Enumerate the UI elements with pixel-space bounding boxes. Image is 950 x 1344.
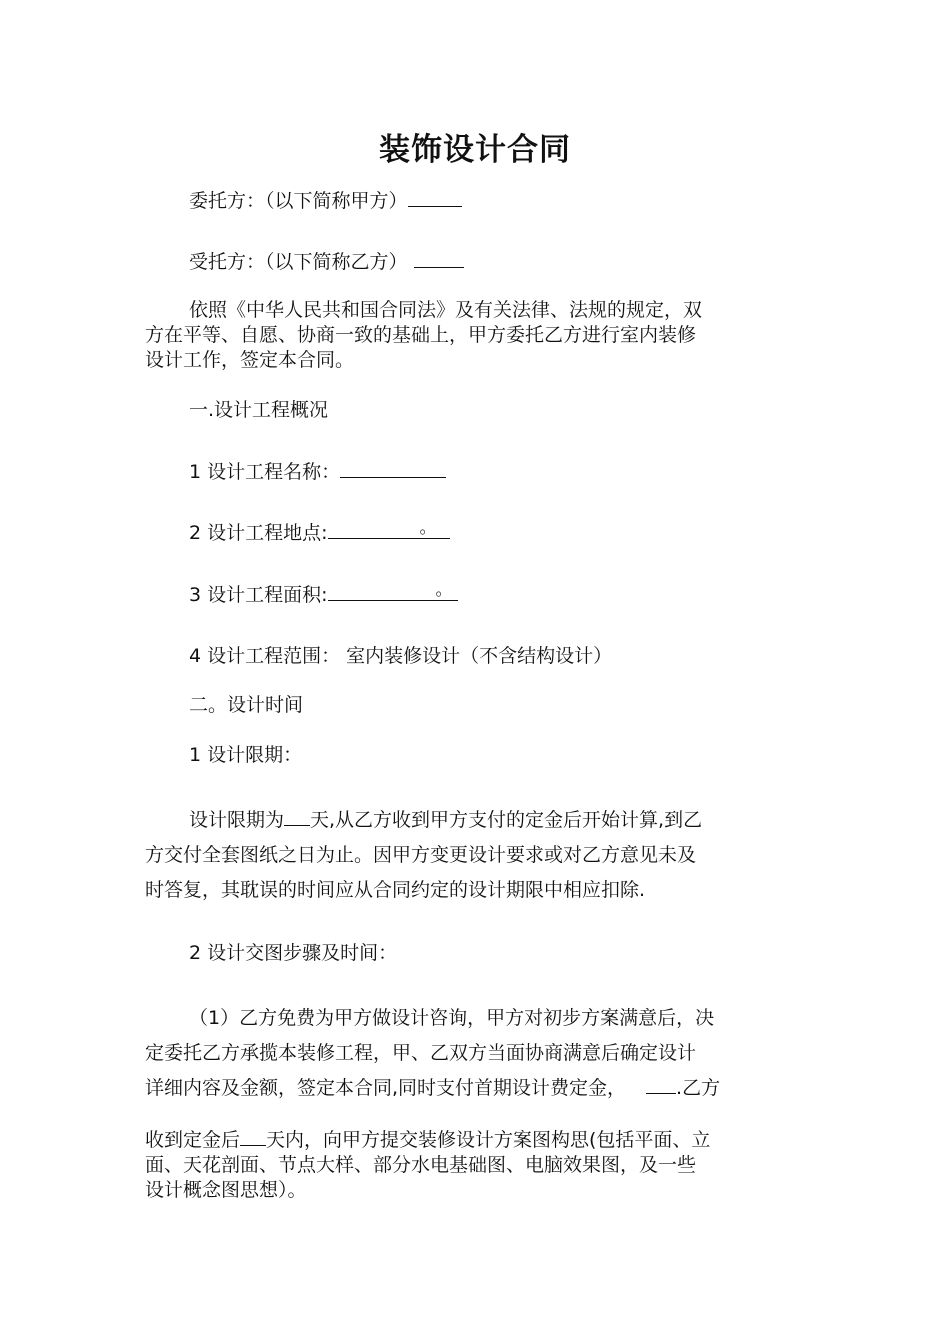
- section2-heading: 二。设计时间: [189, 694, 304, 716]
- period-text-b: 天,从乙方收到甲方支付的定金后开始计算,到乙: [310, 809, 703, 831]
- step1-line: 设计概念图思想）。: [145, 1179, 307, 1201]
- step1-text-b: .乙方: [676, 1077, 721, 1099]
- client-label: 委托方：（以下简称甲方）: [189, 190, 408, 212]
- submit-days-blank: [240, 1127, 266, 1146]
- step1-text-c: 收到定金后: [145, 1129, 241, 1151]
- project-name-line: [189, 459, 446, 484]
- design-period-subheading: 1 设计限期：: [189, 744, 303, 766]
- intro-line: 设计工作，签定本合同。: [145, 349, 355, 371]
- deposit-blank: [646, 1075, 676, 1094]
- contractor-line: [189, 249, 464, 274]
- client-line: [189, 188, 462, 213]
- delivery-steps-subheading: 2 设计交图步骤及时间：: [189, 942, 398, 964]
- step1-line: （1）乙方免费为甲方做设计咨询，甲方对初步方案满意后，决: [189, 1007, 715, 1029]
- step1-line: [145, 1071, 810, 1106]
- step1-text-d: 天内，向甲方提交装修设计方案图构思(包括平面、立: [266, 1129, 711, 1151]
- period-line: 时答复，其耽误的时间应从合同约定的设计期限中相应扣除.: [145, 879, 646, 901]
- step1-paragraph-bottom: [145, 1127, 810, 1203]
- period-line: [145, 803, 810, 838]
- days-blank: [284, 807, 310, 826]
- intro-line: 方在平等、自愿、协商一致的基础上，甲方委托乙方进行室内装修: [145, 324, 697, 346]
- step1-paragraph-top: [145, 1001, 810, 1106]
- blank-period: 。: [435, 580, 453, 600]
- project-name-label: 1 设计工程名称：: [189, 461, 341, 483]
- design-period-paragraph: [145, 803, 810, 908]
- intro-paragraph: [145, 298, 810, 373]
- client-blank: [408, 188, 462, 207]
- intro-line: 依照《中华人民共和国合同法》及有关法律、法规的规定，双: [189, 299, 703, 321]
- blank-period: 。: [419, 518, 437, 538]
- document-title: 装饰设计合同: [379, 132, 571, 168]
- contractor-label: 受托方：（以下简称乙方）: [189, 251, 408, 273]
- period-line: 方交付全套图纸之日为止。因甲方变更设计要求或对乙方意见未及: [145, 844, 697, 866]
- step1-line: 面、天花剖面、节点大样、部分水电基础图、电脑效果图，及一些: [145, 1154, 697, 1176]
- step1-line: 定委托乙方承揽本装修工程，甲、乙双方当面协商满意后确定设计: [145, 1042, 697, 1064]
- project-scope-line: 4 设计工程范围： 室内装修设计（不含结构设计）: [189, 645, 613, 667]
- period-text-a: 设计限期为: [189, 809, 285, 831]
- project-name-blank: [340, 459, 446, 478]
- project-location-line: [189, 520, 450, 545]
- project-location-label: 2 设计工程地点:: [189, 522, 328, 544]
- section1-heading: 一.设计工程概况: [189, 399, 329, 421]
- project-area-label: 3 设计工程面积:: [189, 584, 328, 606]
- project-location-blank: [328, 520, 450, 539]
- project-area-blank: [328, 582, 458, 601]
- step1-line: [145, 1127, 810, 1153]
- step1-text-a: 详细内容及金额，签定本合同,同时支付首期设计费定金，: [145, 1077, 627, 1099]
- project-area-line: [189, 582, 458, 607]
- contractor-blank: [414, 249, 464, 268]
